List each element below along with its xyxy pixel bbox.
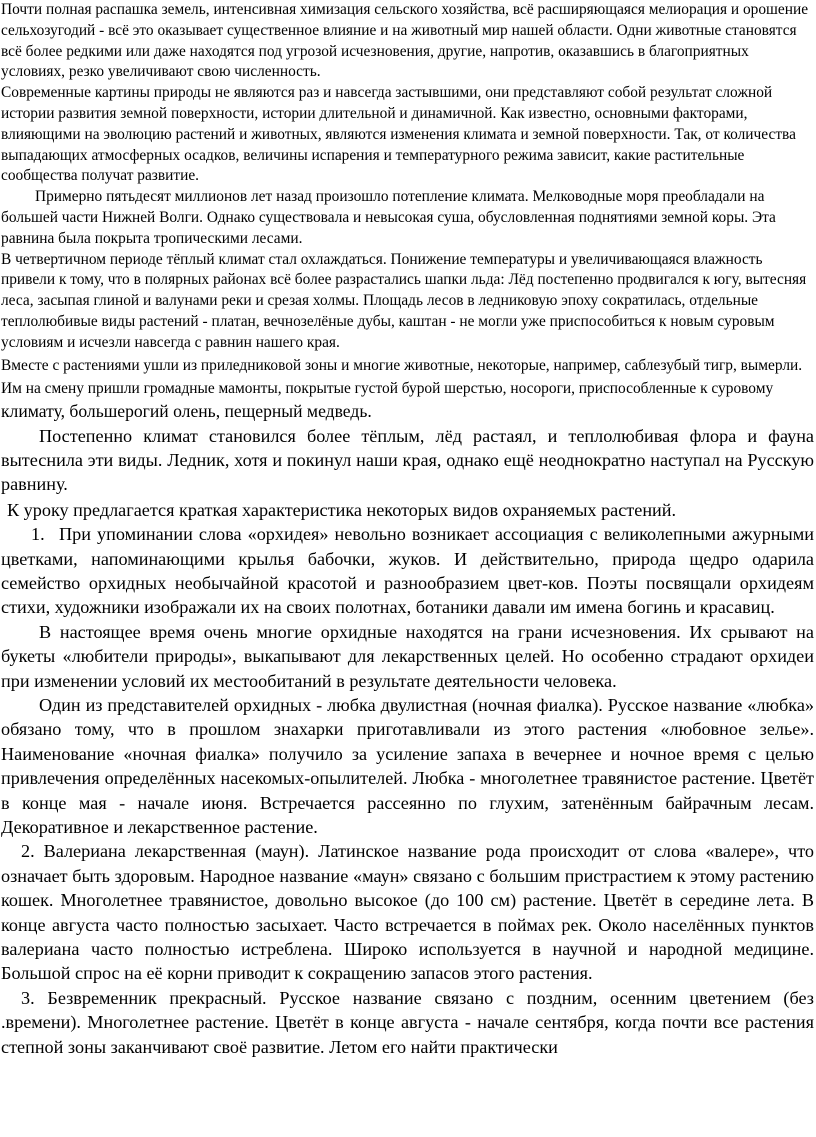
list-item-number: 1. xyxy=(31,524,45,545)
paragraph-lyubka: Один из представителей орхидных - любка двулистная (ночная фиалка). Русское название «любка» обязано тому, что в прошлом знахарки приготавливали из этого растения «любовное зелье». Наименование «ночная фиалка» получило за усиление запаха в вечернее и ночное время с целью привлечения определённых насекомых-опылителей. Любка - многолетнее травянистое растение. Цветёт в конце мая - начале июня. Встречается рассеянно по глухим, затенённым байрачным лесам. Декоративное и лекарственное растение. xyxy=(1,695,814,838)
list-item-valerian: 2. Валериана лекарственная (маун). Латинское название рода происходит от слова «валере», что означает быть здоровым. Народное название «маун» связано с большим пристрастием к этому растению кошек. Многолетнее травянистое, довольно высокое (до 100 см) растение. Цветёт в середине лета. В конце августа часто полностью засыхает. Часто встречается в поймах рек. Около населённых пунктов валериана часто полностью истреблена. Широко используется в научной и народной медицине. Большой спрос на её корни приводит к сокращению запасов этого растения. xyxy=(1,841,814,984)
paragraph-extinct-animals-text: Вместе с растениями ушли из приледниковой зоны и многие животные, некоторые, например, саблезубый тигр, вымерли. Им на смену пришли громадные мамонты, покрытые густой бурой шерстью, носороги, приспособленные к суровому xyxy=(1,356,803,397)
list-item-orchid xyxy=(0,522,816,620)
paragraph-warming: Примерно пятьдесят миллионов лет назад произошло потепление климата. Мелководные моря преобладали на большей части Нижней Волги. Однако существовала и невысокая суша, обусловленная поднятиями земной коры. Эта равнина была покрыта тропическими лесами. xyxy=(1,188,776,247)
list-item-colchicum: 3. Безвременник прекрасный. Русское название связано с поздним, осенним цветением (без .времени). Многолетнее растение. Цветёт в конце августа - начале сентября, когда почти все растения степной зоны заканчивают своё развитие. Летом его найти практически xyxy=(1,987,814,1057)
paragraph-fauna-changes: Почти полная распашка земель, интенсивная химизация сельского хозяйства, всё расширяющаяся мелиорация и орошение сельхозугодий - всё это оказывает существенное влияние и на животный мир нашей области. Одни животные становятся всё более редкими или даже находятся под угрозой исчезновения, другие, напротив, оказавшись в благоприятных условиях, резко увеличивают свою численность. xyxy=(1,1,809,81)
paragraph-extinct-animals-end: климату, большерогий олень, пещерный медведь. xyxy=(1,400,372,421)
list-item-orchid-text: При упоминании слова «орхидея» невольно возникает ассоциация с великолепными ажурными цветками, напоминающими крылья бабочки, жуков. И действительно, природа щедро одарила семейство орхидных необычайной красотой и разнообразием цвет-ков. Поэты посвящали орхидеям стихи, художники изображали их на своих полотнах, ботаники давали им имена богинь и красавиц. xyxy=(1,524,814,618)
paragraph-lesson-intro: К уроку предлагается краткая характеристика некоторых видов охраняемых растений. xyxy=(7,499,677,520)
paragraph-nature-history: Современные картины природы не являются раз и навсегда застывшими, они представляют собой результат сложной истории развития земной поверхности, истории длительной и динамичной. Как известно, основными факторами, влияющими на эволюцию растений и животных, являются изменения климата и земной поверхности. Так, от количества выпадающих атмосферных осадков, величины испарения и температурного режима зависит, какие растительные сообщества получат развитие. xyxy=(1,84,796,185)
paragraph-quaternary: В четвертичном периоде тёплый климат стал охлаждаться. Понижение температуры и увеличивающаяся влажность привели к тому, что в полярных районах всё более разрастались шапки льда: Лёд постепенно продвигался к югу, вытесняя леса, засыпая глиной и валунами реки и срезая холмы. Площадь лесов в ледниковую эпоху сократилась, отдельные теплолюбивые виды растений - платан, вечнозелёные дубы, каштан - не могли уже приспособиться к новым суровым условиям и исчезли навсегда с равнин нашего края. xyxy=(1,250,807,351)
paragraph-extinct-animals xyxy=(0,354,816,424)
paragraph-orchid-threat: В настоящее время очень многие орхидные находятся на грани исчезновения. Их срывают на букеты «любители природы», выкапывают для лекарственных целей. Но особенно страдают орхидеи при изменении условий их местообитаний в результате деятельности человека. xyxy=(1,621,814,691)
paragraph-climate-warming: Постепенно климат становился более тёплым, лёд растаял, и теплолюбивая флора и фауна вытеснила эти виды. Ледник, хотя и покинул наши края, однако ещё неоднократно наступал на Русскую равнину. xyxy=(1,425,814,495)
